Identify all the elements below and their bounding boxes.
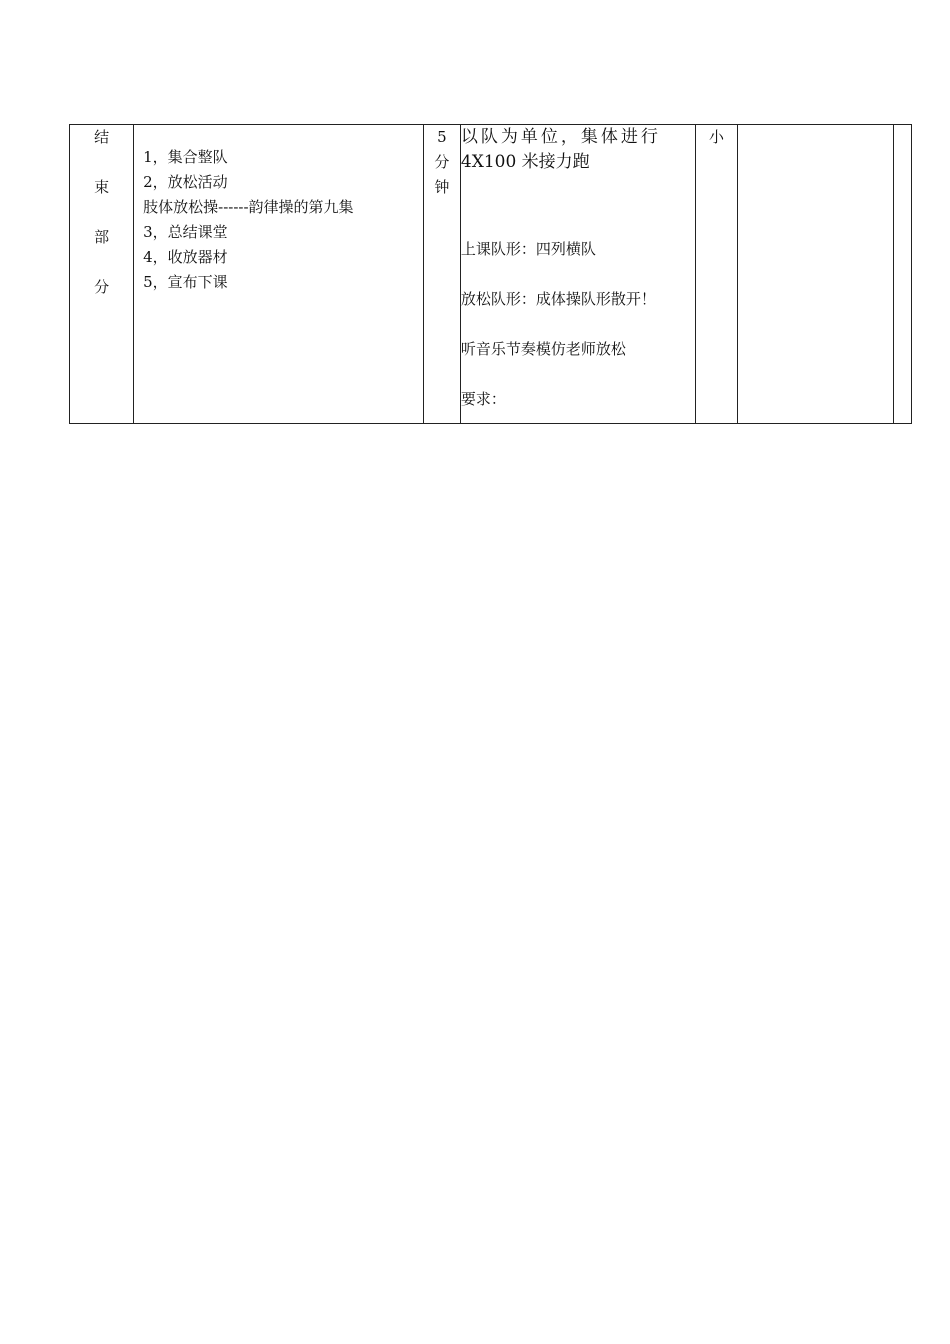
empty-cell [737,125,893,424]
content-item: 2，放松活动 [143,173,228,191]
content-cell [134,125,424,424]
content-item: 5，宣布下课 [143,273,228,291]
section-label-cell [70,125,134,424]
section-char: 束 [94,178,110,196]
load-cell: 小 [696,125,737,424]
time-char: 钟 [434,178,450,196]
empty-cell [893,125,911,424]
content-item: 3，总结课堂 [143,223,228,241]
organization-line: 听音乐节奏模仿老师放松 [460,340,626,358]
time-cell [423,125,460,424]
section-char: 分 [94,278,110,296]
content-item: 4，收放器材 [143,248,228,266]
content-item: 肢体放松操------韵律操的第九集 [143,198,354,216]
organization-line: 放松队形：成体操队形散开！ [460,290,656,308]
section-char: 结 [94,128,110,146]
organization-title: 以队为单位，集体进行 [460,127,661,147]
organization-line: 要求： [460,390,506,408]
table-row [70,125,912,424]
section-char: 部 [94,228,110,246]
lesson-plan-table [69,124,912,424]
content-item: 1，集合整队 [143,148,228,166]
time-char: 分 [434,153,450,171]
time-char: 5 [437,128,447,146]
organization-cell [460,125,696,424]
organization-line: 上课队形：四列横队 [460,240,596,258]
organization-title-line2: 4X100 米接力跑 [460,152,590,172]
